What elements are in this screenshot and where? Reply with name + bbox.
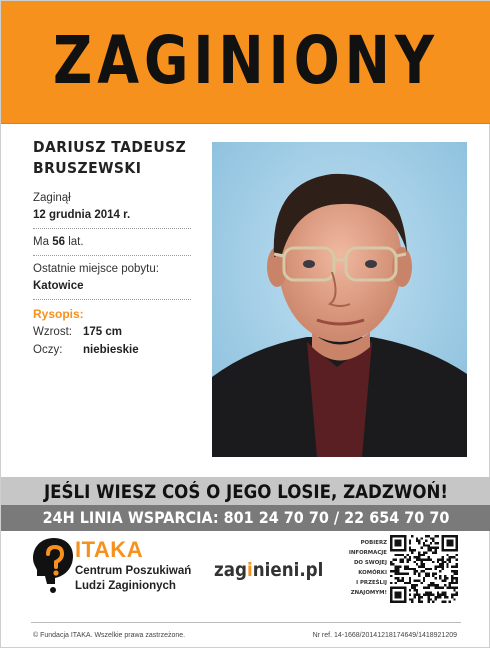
- last-place-block: [33, 256, 191, 300]
- qr-prompt-line: INFORMACJE: [348, 550, 387, 556]
- age-prefix: Ma: [33, 236, 49, 248]
- question-mark-head-icon: [31, 536, 77, 594]
- description-title: Rysopis:: [33, 307, 84, 321]
- qr-prompt-line: DO SWOJEJ: [353, 560, 387, 566]
- age-suffix: lat.: [68, 236, 84, 248]
- organization-subtitle-line2: Ludzi Zaginionych: [75, 580, 176, 592]
- age-value: 56: [52, 236, 65, 248]
- organization-subtitle: [75, 564, 191, 594]
- person-info: [33, 137, 191, 359]
- website-rest: nieni.pl: [252, 559, 324, 581]
- footer-divider: [31, 622, 461, 623]
- missing-since: [33, 185, 191, 229]
- last-place-value: Katowice: [33, 280, 84, 292]
- call-to-action-headline: JEŚLI WIESZ COŚ O JEGO LOSIE, ZADZWOŃ!: [43, 482, 449, 503]
- portrait-illustration: [212, 142, 467, 457]
- eyes-label: Oczy:: [33, 344, 63, 356]
- last-place-label: Ostatnie miejsce pobytu:: [33, 263, 159, 275]
- website-prefix: zag: [214, 559, 247, 581]
- qr-prompt-line: KOMÓRKI: [358, 570, 387, 576]
- qr-prompt-line: ZNAJOMYM!: [350, 590, 387, 596]
- website-link[interactable]: [214, 558, 323, 582]
- qr-code-icon[interactable]: [390, 535, 458, 603]
- website-accent: i: [246, 559, 253, 581]
- eyes-value: niebieskie: [83, 344, 139, 356]
- qr-prompt: [341, 538, 387, 598]
- hotline-numbers: 24H LINIA WSPARCIA: 801 24 70 70 / 22 654 70 70: [42, 508, 450, 527]
- person-name-line1: DARIUSZ TADEUSZ: [33, 138, 187, 156]
- reference-number: Nr ref. 14-1668/20141218174649/1418921209: [312, 632, 457, 639]
- organization-name: ITAKA: [75, 537, 144, 562]
- eyes-row: [33, 341, 191, 359]
- missing-label: Zaginął: [33, 192, 71, 204]
- person-name-line2: BRUSZEWSKI: [33, 159, 142, 177]
- portrait-photo: [212, 142, 467, 457]
- copyright-notice: © Fundacja ITAKA. Wszelkie prawa zastrzeżone.: [33, 632, 186, 639]
- poster-title: ZAGINIONY: [53, 22, 439, 99]
- qr-prompt-line: I PRZEŚLIJ: [356, 580, 387, 586]
- height-value: 175 cm: [83, 326, 123, 338]
- age-block: [33, 229, 191, 256]
- qr-prompt-line: POBIERZ: [360, 540, 387, 546]
- height-label: Wzrost:: [33, 326, 72, 338]
- hotline-bar: [1, 505, 490, 531]
- header-banner: [1, 1, 490, 124]
- organization-subtitle-line1: Centrum Poszukiwań: [75, 565, 192, 577]
- person-name: [33, 137, 187, 179]
- missing-date: 12 grudnia 2014 r.: [33, 209, 131, 221]
- height-row: [33, 323, 191, 341]
